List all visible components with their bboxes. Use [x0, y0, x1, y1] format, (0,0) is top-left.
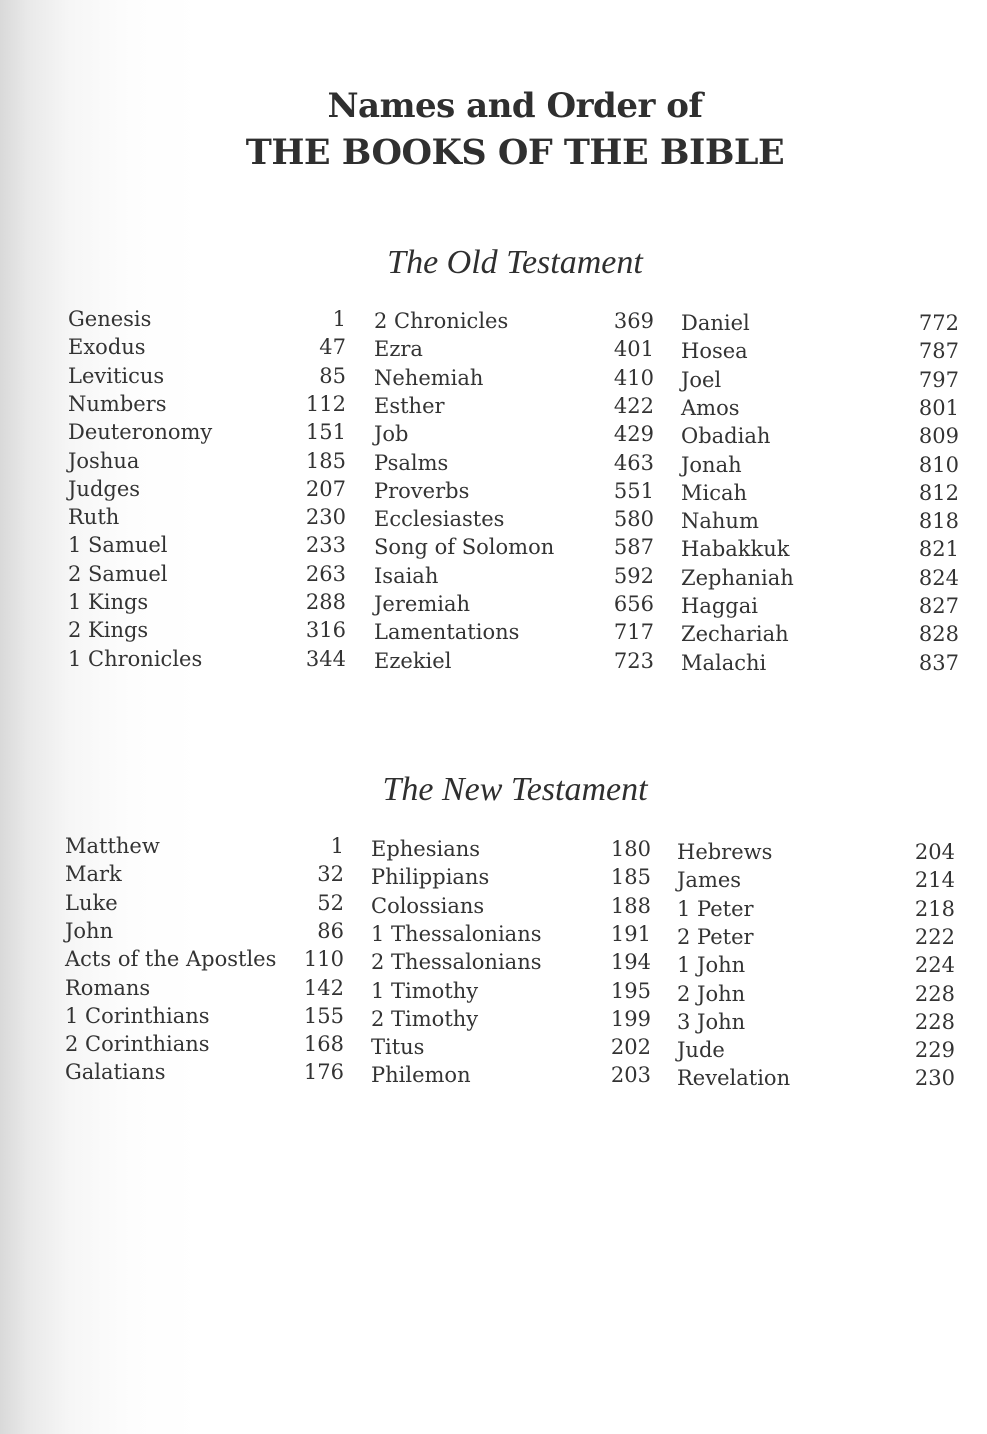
book-name: Mark — [65, 862, 122, 887]
book-entry — [65, 1002, 344, 1030]
book-page-number: 185 — [305, 448, 346, 473]
book-name: James — [677, 868, 742, 893]
book-entry — [68, 390, 346, 418]
book-entry — [68, 588, 346, 616]
book-page-number: 229 — [914, 1038, 955, 1063]
book-entry — [65, 1058, 344, 1086]
book-entry — [371, 1061, 651, 1089]
book-entry — [68, 560, 346, 588]
book-name: 2 Thessalonians — [371, 950, 542, 975]
book-entry — [681, 479, 959, 507]
book-entry — [371, 892, 651, 920]
book-page-number: 228 — [914, 981, 955, 1006]
book-page-number: 214 — [914, 868, 955, 893]
book-name: Jude — [677, 1038, 725, 1063]
book-page-number: 828 — [918, 622, 959, 647]
book-page-number: 204 — [914, 840, 955, 864]
book-entry — [68, 503, 346, 531]
book-page-number: 429 — [613, 422, 654, 447]
book-entry — [374, 618, 654, 646]
book-entry — [374, 477, 654, 505]
book-name: 1 Chronicles — [68, 646, 203, 671]
book-page-number: 47 — [319, 335, 346, 360]
book-entry — [677, 895, 955, 923]
book-page-number: 203 — [610, 1063, 651, 1088]
book-page-number: 821 — [918, 537, 959, 562]
book-page-number: 1 — [330, 834, 344, 858]
book-entry — [371, 835, 651, 863]
book-name: Galatians — [65, 1060, 166, 1085]
book-page-number: 230 — [914, 1066, 955, 1091]
book-name: Job — [374, 422, 409, 447]
book-name: Judges — [68, 476, 141, 501]
book-entry — [68, 305, 346, 333]
book-name: Song of Solomon — [374, 535, 555, 560]
book-page-number: 723 — [613, 648, 654, 673]
book-name: Acts of the Apostles — [65, 947, 277, 972]
book-page-number: 410 — [613, 365, 654, 390]
book-name: Colossians — [371, 893, 485, 918]
page-title-line-2: THE BOOKS OF THE BIBLE — [245, 132, 785, 173]
book-entry — [681, 649, 959, 677]
book-name: 3 John — [677, 1009, 746, 1034]
book-entry — [681, 564, 959, 592]
book-name: Luke — [65, 890, 118, 915]
book-page-number: 837 — [918, 650, 959, 675]
book-page-number: 656 — [613, 592, 654, 616]
book-entry — [681, 422, 959, 450]
book-name: Ezekiel — [374, 648, 452, 673]
book-entry — [677, 838, 955, 866]
book-entry — [68, 531, 346, 559]
book-page-number: 797 — [918, 367, 959, 392]
book-name: Matthew — [65, 834, 160, 858]
book-name: Romans — [65, 975, 151, 1000]
book-name: Numbers — [68, 391, 167, 416]
book-name: Obadiah — [681, 424, 771, 449]
old-testament-heading: The Old Testament — [387, 244, 643, 281]
book-page-number: 401 — [613, 337, 654, 362]
book-page-number: 191 — [610, 921, 651, 946]
book-page-number: 263 — [305, 561, 346, 586]
book-entry — [677, 1036, 955, 1064]
book-name: Proverbs — [374, 478, 470, 503]
book-name: 2 Samuel — [68, 561, 168, 586]
book-page-number: 592 — [613, 563, 654, 588]
book-page-number: 180 — [610, 837, 651, 861]
book-page-number: 176 — [303, 1060, 344, 1085]
book-name: 2 Corinthians — [65, 1032, 210, 1057]
book-page-number: 801 — [918, 395, 959, 420]
book-page-number: 218 — [914, 896, 955, 921]
book-entry — [371, 977, 651, 1005]
book-name: Philippians — [371, 865, 490, 890]
book-page-number: 195 — [610, 978, 651, 1003]
book-entry — [681, 592, 959, 620]
book-page-number: 168 — [303, 1032, 344, 1057]
book-entry — [374, 505, 654, 533]
book-name: Zephaniah — [681, 565, 794, 590]
book-page-number: 32 — [317, 862, 344, 887]
book-page-number: 580 — [613, 507, 654, 532]
book-entry — [371, 948, 651, 976]
book-page-number: 587 — [613, 535, 654, 560]
book-entry — [371, 863, 651, 891]
book-entry — [677, 866, 955, 894]
book-name: 1 Kings — [68, 590, 149, 614]
book-page-number: 142 — [303, 975, 344, 1000]
book-entry — [371, 920, 651, 948]
book-page-number: 809 — [918, 424, 959, 449]
book-page-number: 233 — [305, 533, 346, 558]
book-entry — [681, 535, 959, 563]
book-name: Zechariah — [681, 622, 789, 647]
book-page-number: 224 — [914, 953, 955, 978]
book-name: Psalms — [374, 450, 449, 475]
book-entry — [68, 362, 346, 390]
book-entry — [681, 337, 959, 365]
book-entry — [65, 917, 344, 945]
book-page-number: 772 — [918, 311, 959, 335]
book-entry — [681, 366, 959, 394]
book-name: Joel — [681, 367, 722, 392]
book-page-number: 812 — [918, 480, 959, 505]
book-name: Isaiah — [374, 563, 439, 588]
book-entry — [374, 364, 654, 392]
book-name: Leviticus — [68, 363, 165, 388]
book-page-number: 222 — [914, 924, 955, 949]
book-page-number: 110 — [303, 947, 344, 972]
book-page-number: 86 — [317, 918, 344, 943]
book-name: Titus — [371, 1035, 425, 1060]
book-entry — [65, 974, 344, 1002]
book-entry — [677, 923, 955, 951]
book-entry — [65, 945, 344, 973]
book-page-number: 463 — [613, 450, 654, 475]
book-page-number: 1 — [332, 307, 346, 331]
book-name: Ephesians — [371, 837, 481, 861]
book-name: Exodus — [68, 335, 146, 360]
book-entry — [374, 307, 654, 335]
book-entry — [677, 1008, 955, 1036]
book-name: Deuteronomy — [68, 420, 213, 445]
book-page-number: 818 — [918, 509, 959, 534]
book-name: 2 Chronicles — [374, 309, 509, 333]
book-name: 2 Kings — [68, 618, 149, 643]
book-name: Amos — [681, 395, 740, 420]
book-page-number: 551 — [613, 478, 654, 503]
book-entry — [374, 590, 654, 618]
book-page-number: 151 — [305, 420, 346, 445]
book-entry — [65, 832, 344, 860]
book-page-number: 112 — [305, 391, 346, 416]
book-entry — [681, 451, 959, 479]
book-page-number: 85 — [319, 363, 346, 388]
page-title-line-1: Names and Order of — [327, 86, 703, 126]
book-name: Daniel — [681, 311, 750, 335]
book-entry — [681, 507, 959, 535]
book-page-number: 810 — [918, 452, 959, 477]
book-name: Jeremiah — [374, 592, 470, 616]
book-entry — [371, 1005, 651, 1033]
book-name: Genesis — [68, 307, 152, 331]
book-name: Micah — [681, 480, 748, 505]
book-page-number: 824 — [918, 565, 959, 590]
book-page-number: 202 — [610, 1035, 651, 1060]
book-name: Nahum — [681, 509, 759, 534]
book-name: John — [65, 918, 114, 943]
new-testament-heading: The New Testament — [382, 771, 648, 808]
book-name: 2 John — [677, 981, 746, 1006]
book-entry — [681, 309, 959, 337]
book-entry — [65, 1030, 344, 1058]
book-page-number: 827 — [918, 594, 959, 618]
book-entry — [374, 420, 654, 448]
book-entry — [68, 616, 346, 644]
book-page-number: 717 — [613, 620, 654, 645]
book-name: 1 Corinthians — [65, 1003, 210, 1028]
book-page-number: 228 — [914, 1009, 955, 1034]
book-name: Malachi — [681, 650, 767, 675]
book-page-number: 288 — [305, 590, 346, 614]
book-entry — [374, 335, 654, 363]
book-name: Hosea — [681, 339, 748, 364]
book-entry — [371, 1033, 651, 1061]
book-name: Haggai — [681, 594, 758, 618]
book-entry — [677, 980, 955, 1008]
book-page-number: 344 — [305, 646, 346, 671]
book-page-number: 230 — [305, 505, 346, 530]
book-name: 1 Peter — [677, 896, 754, 921]
book-entry — [681, 394, 959, 422]
book-name: 1 Thessalonians — [371, 921, 542, 946]
book-name: Jonah — [681, 452, 742, 477]
book-entry — [65, 860, 344, 888]
book-entry — [65, 889, 344, 917]
book-name: Hebrews — [677, 840, 773, 864]
book-page-number: 194 — [610, 950, 651, 975]
book-name: 2 Peter — [677, 924, 754, 949]
book-entry — [374, 533, 654, 561]
book-entry — [677, 1064, 955, 1092]
book-page-number: 199 — [610, 1006, 651, 1031]
book-name: Revelation — [677, 1066, 791, 1091]
book-page-number: 185 — [610, 865, 651, 890]
book-entry — [68, 447, 346, 475]
book-name: Ruth — [68, 505, 120, 530]
book-page-number: 369 — [613, 309, 654, 333]
book-page-number: 52 — [317, 890, 344, 915]
book-entry — [68, 418, 346, 446]
book-page-number: 316 — [305, 618, 346, 643]
book-page-number: 188 — [610, 893, 651, 918]
book-name: Lamentations — [374, 620, 520, 645]
book-name: 2 Timothy — [371, 1006, 479, 1031]
book-name: Joshua — [68, 448, 140, 473]
book-entry — [374, 562, 654, 590]
book-name: Ecclesiastes — [374, 507, 505, 532]
book-name: Esther — [374, 393, 445, 418]
book-name: Philemon — [371, 1063, 471, 1088]
book-name: 1 Timothy — [371, 978, 479, 1003]
book-entry — [68, 333, 346, 361]
book-entry — [681, 620, 959, 648]
book-entry — [68, 645, 346, 673]
book-name: Ezra — [374, 337, 423, 362]
book-entry — [374, 647, 654, 675]
book-entry — [68, 475, 346, 503]
book-name: Habakkuk — [681, 537, 790, 562]
book-name: 1 John — [677, 953, 746, 978]
book-name: Nehemiah — [374, 365, 484, 390]
book-entry — [374, 449, 654, 477]
book-name: 1 Samuel — [68, 533, 168, 558]
book-page-number: 155 — [303, 1003, 344, 1028]
book-page-number: 787 — [918, 339, 959, 364]
book-page-number: 422 — [613, 393, 654, 418]
book-entry — [677, 951, 955, 979]
book-entry — [374, 392, 654, 420]
book-page-number: 207 — [305, 476, 346, 501]
